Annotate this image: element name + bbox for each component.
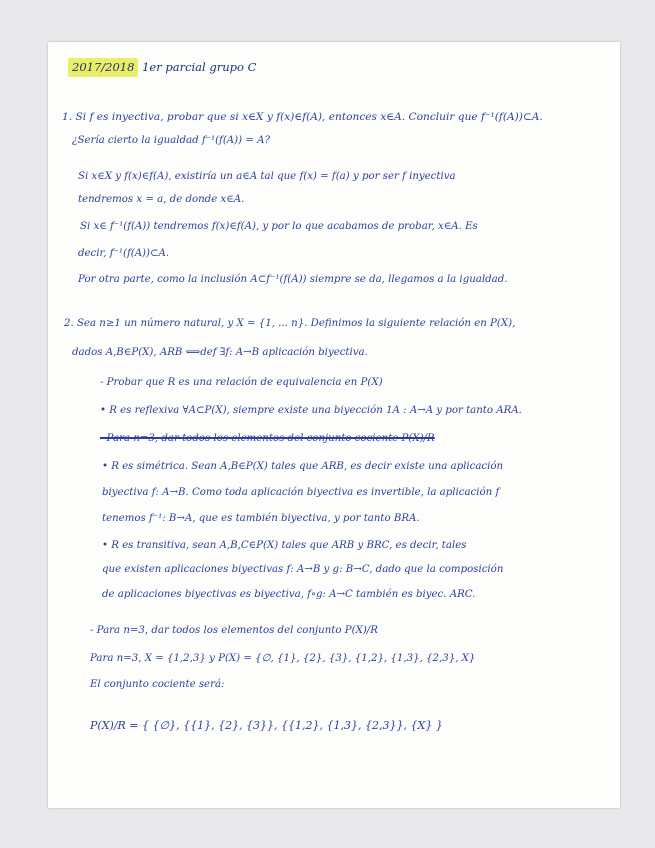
problem-2-statement: 2. Sea n≥1 un número natural, y X = {1, ... n}. Definimos la siguiente relación en P(X), [64,318,516,329]
reflexive-proof: • R es reflexiva ∀A⊂P(X), siempre existe una biyección 1A : A→A y por tanto ARA. [100,405,522,416]
answer-1-line-5: Por otra parte, como la inclusión A⊂f⁻¹(f(A)) siempre se da, llegamos a la igualdad. [78,274,508,285]
answer-1-line-1: Si x∈X y f(x)∈f(A), existiría un a∈A tal que f(x) = f(a) y por ser f inyectiva [78,171,456,182]
power-set-listing: Para n=3, X = {1,2,3} y P(X) = {∅, {1}, {2}, {3}, {1,2}, {1,3}, {2,3}, X} [90,653,476,664]
problem-1-question: ¿Sería cierto la igualdad f⁻¹(f(A)) = A? [72,135,270,146]
transitive-line-3: de aplicaciones biyectivas es biyectiva, f∘g: A→C también es biyec. ARC. [102,589,476,600]
exam-sheet [48,42,620,808]
symmetric-line-3: tenemos f⁻¹: B→A, que es también biyectiva, y por tanto BRA. [102,513,420,524]
symmetric-line-1: • R es simétrica. Sean A,B∈P(X) tales que ARB, es decir existe una aplicación [102,461,504,472]
answer-1-line-3: Si x∈ f⁻¹(f(A)) tendremos f(x)∈f(A), y por lo que acabamos de probar, x∈A. Es [80,221,478,232]
problem-2-part-a: - Probar que R es una relación de equivalencia en P(X) [100,377,383,388]
exam-title [68,62,256,74]
problem-2-relation: dados A,B∈P(X), ARB ⟺def ∃f: A→B aplicación biyectiva. [72,347,368,358]
quotient-set: P(X)/R = { {∅}, {{1}, {2}, {3}}, {{1,2}, {1,3}, {2,3}}, {X} } [90,719,443,732]
problem-2-part-b: - Para n=3, dar todos los elementos del conjunto P(X)/R [90,625,378,636]
struck-out-line: - Para n=3, dar todos los elementos del conjunto cociente P(X)/R [100,433,435,444]
symmetric-line-2: biyectiva f: A→B. Como toda aplicación biyectiva es invertible, la aplicación f [102,487,500,498]
transitive-line-1: • R es transitiva, sean A,B,C∈P(X) tales que ARB y BRC, es decir, tales [102,540,467,551]
title-year-highlight: 2017/2018 [68,58,138,77]
problem-1-statement: 1. Si f es inyectiva, probar que si x∈X y f(x)∈f(A), entonces x∈A. Concluir que f⁻¹(f(A))⊂A. [62,111,543,123]
transitive-line-2: que existen aplicaciones biyectivas f: A→B y g: B→C, dado que la composición [102,564,504,575]
answer-1-line-4: decir, f⁻¹(f(A))⊂A. [78,248,170,259]
answer-1-line-2: tendremos x = a, de donde x∈A. [78,194,245,205]
quotient-intro: El conjunto cociente será: [90,679,225,690]
title-rest: 1er parcial grupo C [142,60,257,74]
